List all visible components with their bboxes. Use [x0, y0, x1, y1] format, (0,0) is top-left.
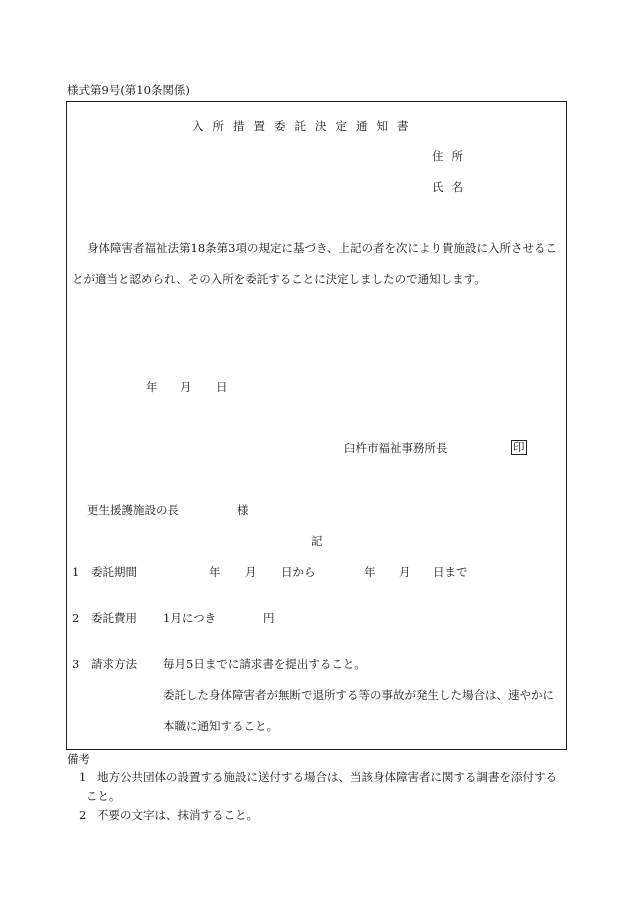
billing-line-1: 毎月5日までに請求書を提出すること。 — [163, 657, 366, 671]
ki-heading: 記 — [311, 534, 323, 548]
period-start-day: 日から — [281, 565, 316, 579]
document-frame — [66, 101, 567, 750]
period-start-month: 月 — [245, 565, 257, 579]
remark-1-line-1: 地方公共団体の設置する施設に送付する場合は、当該身体障害者に関する調書を添付する — [97, 770, 557, 784]
remark-2-line-1: 不要の文字は、抹消すること。 — [97, 808, 258, 822]
remarks-title: 備考 — [67, 752, 90, 766]
seal-label: 印 — [513, 440, 525, 454]
body-text-line-2: とが適当と認められ、その入所を委託することに決定しましたので通知します。 — [72, 272, 486, 286]
item-number: 2 — [72, 611, 80, 625]
remark-number: 2 — [79, 808, 87, 822]
period-end-month: 月 — [399, 565, 411, 579]
remark-number: 1 — [79, 770, 87, 784]
item-number: 1 — [72, 565, 80, 579]
period-start-year: 年 — [209, 565, 221, 579]
billing-line-2: 委託した身体障害者が無断で退所する等の事故が発生した場合は、速やかに — [163, 688, 554, 702]
recipient-title: 更生援護施設の長 — [87, 503, 179, 517]
honorific: 様 — [237, 503, 249, 517]
cost-yen: 円 — [263, 611, 275, 625]
date-month: 月 — [180, 380, 192, 394]
period-end-day: 日まで — [433, 565, 468, 579]
billing-line-3: 本職に通知すること。 — [163, 719, 278, 733]
form-number: 様式第9号(第10条関係) — [67, 83, 190, 97]
name-label: 氏名 — [432, 180, 471, 194]
item-label-period: 委託期間 — [91, 565, 137, 579]
item-label-billing: 請求方法 — [91, 657, 137, 671]
date-year: 年 — [146, 380, 158, 394]
body-text-line-1: 身体障害者福祉法第18条第3項の規定に基づき、上記の者を次により貴施設に入所させるこ — [87, 241, 557, 255]
date-day: 日 — [216, 380, 228, 394]
document-title: 入所措置委託決定通知書 — [192, 119, 418, 133]
period-end-year: 年 — [364, 565, 376, 579]
address-label: 住所 — [432, 149, 471, 163]
item-number: 3 — [72, 657, 80, 671]
issuer-title: 臼杵市福祉事務所長 — [344, 441, 448, 455]
remark-1-line-2: こと。 — [86, 789, 121, 803]
cost-per-month: 1月につき — [163, 611, 217, 625]
seal-mark — [511, 440, 527, 455]
item-label-cost: 委託費用 — [91, 611, 137, 625]
